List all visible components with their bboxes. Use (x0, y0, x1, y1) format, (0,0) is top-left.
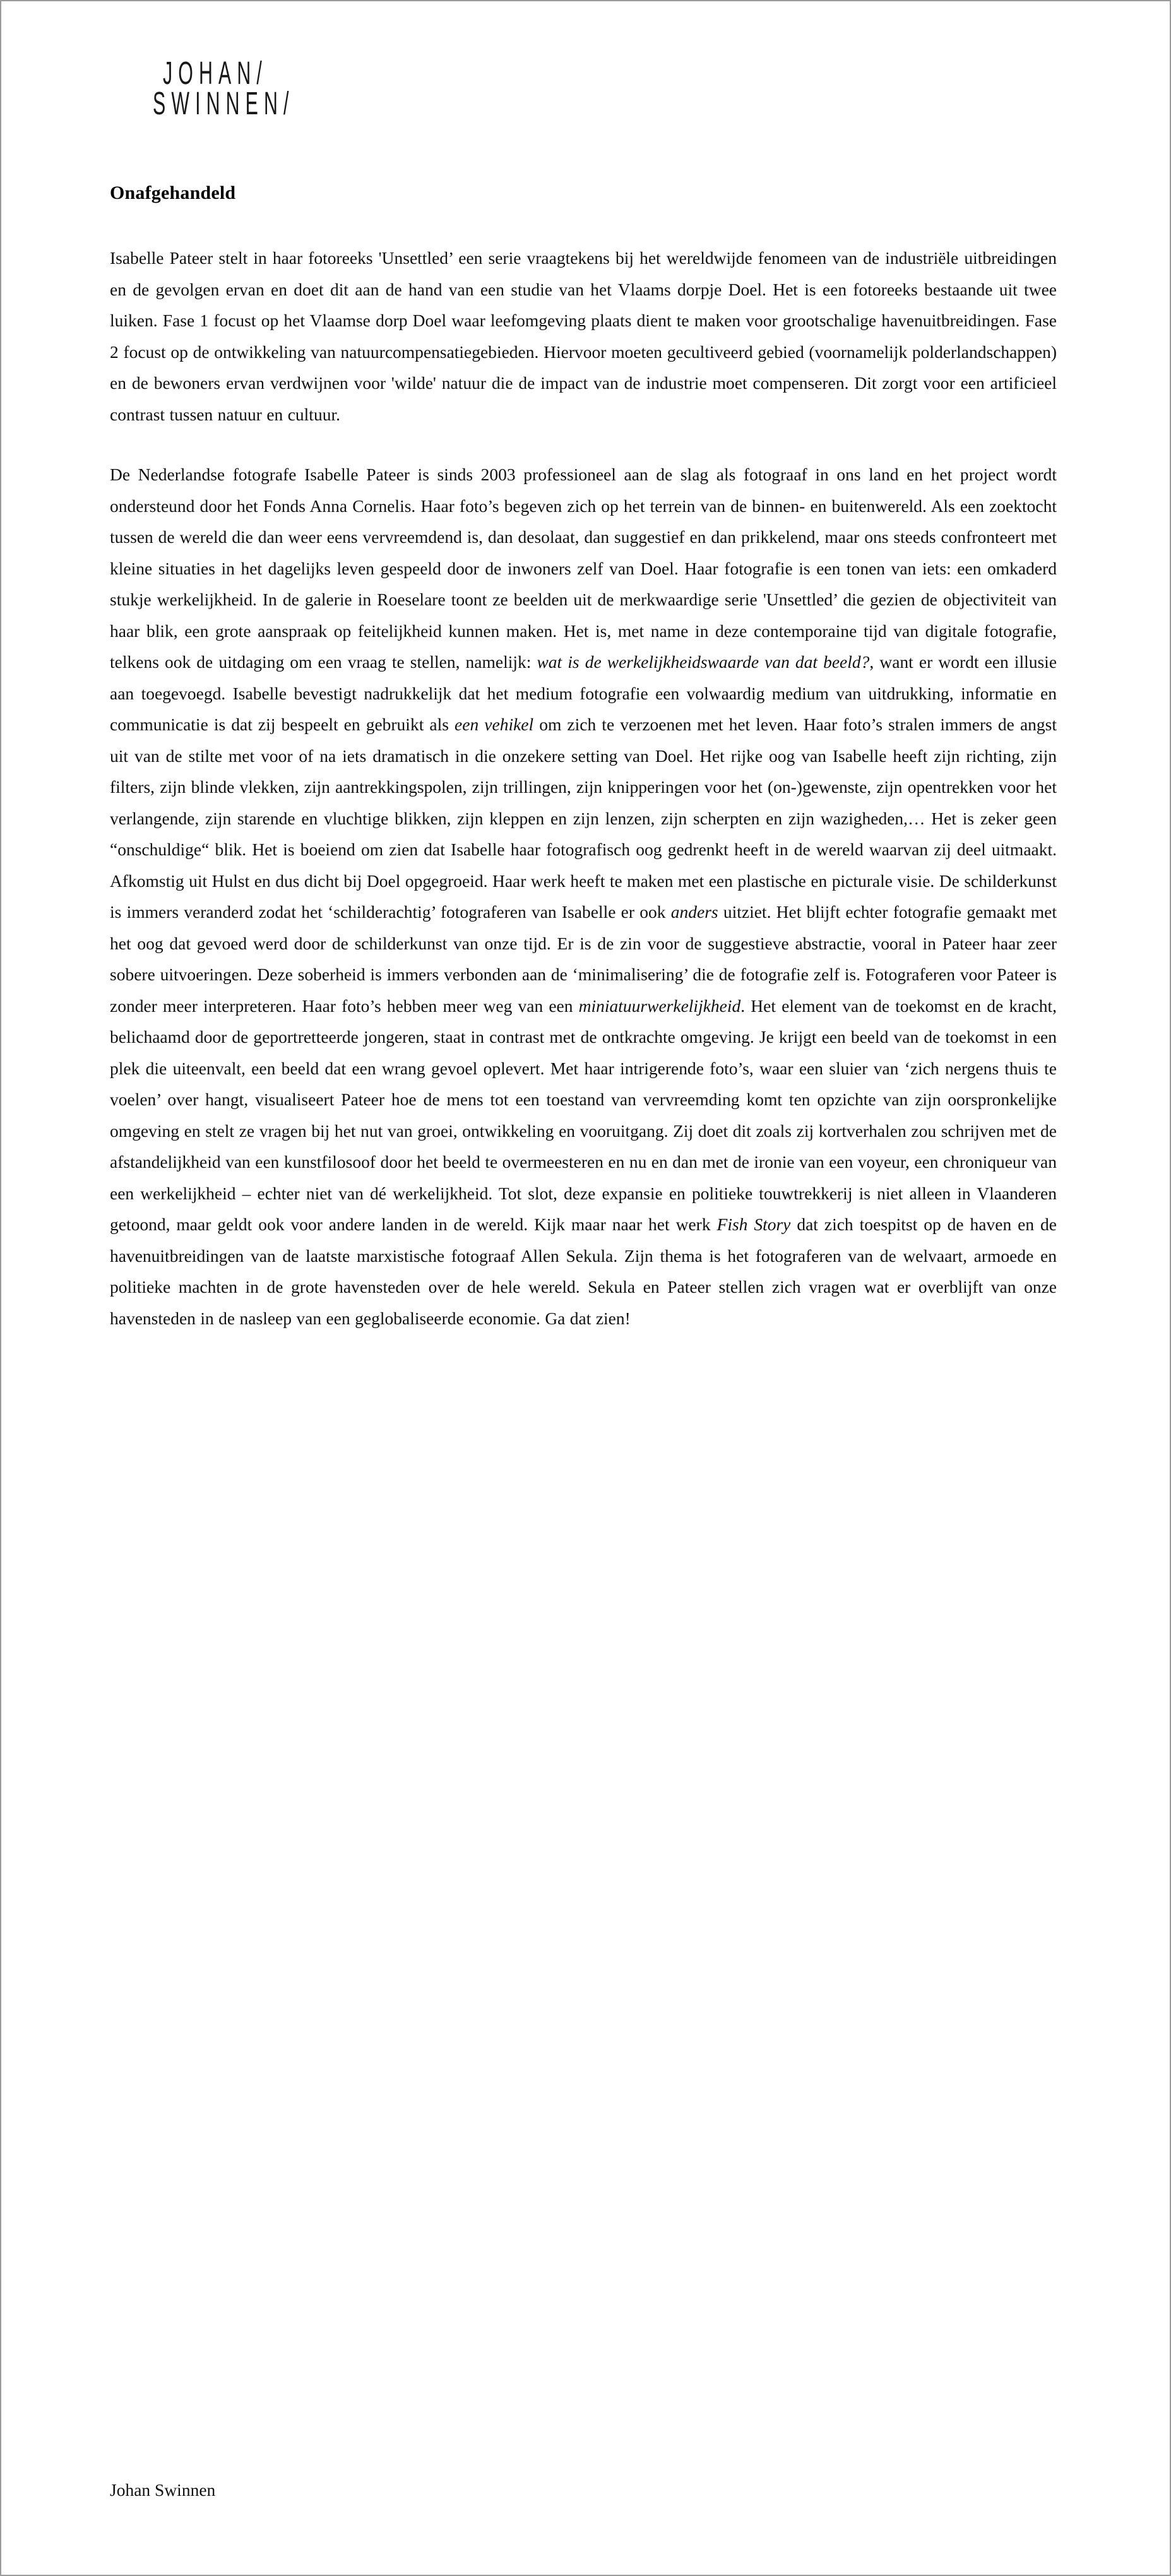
logo-line-swinnen: SWINNEN/ (153, 85, 295, 121)
emphasized-phrase: wat is de werkelijkheidswaarde van dat beeld? (537, 652, 870, 672)
johan-swinnen-logo[interactable] (153, 57, 304, 133)
text-run: De Nederlandse fotografe Isabelle Pateer is sinds 2003 professioneel aan de slag als fotograaf in ons land en het project wordt ondersteund door het Fonds Anna Cornelis. Haar foto’s begeven zich op het terrein van de binnen- en buitenwereld. Als een zoektocht tussen de wereld die dan weer eens vervreemdend is, dan desolaat, dan suggestief en dan prikkelend, maar ons steeds confronteert met kleine situaties in het dagelijks leven gespeeld door de inwoners zelf van Doel. Haar fotografie is een tonen van iets: een omkaderd stukje werkelijkheid. In de galerie in Roeselare toont ze beelden uit de merkwaardige serie 'Unsettled’ die gezien de objectiviteit van haar blik, een grote aanspraak op feitelijkheid kunnen maken. Het is, met name in deze contemporaine tijd van digitale fotografie, telkens ook de uitdaging om een vraag te stellen, namelijk: (110, 465, 1057, 672)
text-run: uitziet. Het blijft echter fotografie gemaakt met het oog dat gevoed werd door de schilderkunst van onze tijd. Er is de zin voor de suggestieve abstractie, vooral in Pateer haar zeer sobere uitvoeringen. Deze soberheid is immers verbonden aan de ‘minimalisering’ die de fotografie zelf is. Fotograferen voor Pateer is zonder meer interpreteren. Haar foto’s hebben meer weg van een (110, 902, 1057, 1016)
emphasized-phrase: miniatuurwerkelijkheid (578, 995, 741, 1016)
text-run: dat zich toespitst op de haven en de havenuitbreidingen van de laatste marxistische fotograaf Allen Sekula. Zijn thema is het fotograferen van de welvaart, armoede en politieke machten in de grote havensteden over de hele wereld. Sekula en Pateer stellen zich vragen wat er overblijft van onze havensteden in de nasleep van een geglobaliseerde economie. Ga dat zien! (110, 1214, 1057, 1328)
body-paragraph-1: Isabelle Pateer stelt in haar fotoreeks 'Unsettled’ een serie vraagtekens bij het wereldwijde fenomeen van de industriële uitbreidingen en de gevolgen ervan en doet dit aan de hand van een studie van het Vlaams dorpje Doel. Het is een fotoreeks bestaande uit twee luiken. Fase 1 focust op het Vlaamse dorp Doel waar leefomgeving plaats dient te maken voor grootschalige havenuitbreidingen. Fase 2 focust op de ontwikkeling van natuurcompensatiegebieden. Hiervoor moeten gecultiveerd gebied (voornamelijk polderlandschappen) en de bewoners ervan verdwijnen voor 'wilde' natuur die de impact van de industrie moet compenseren. Dit zorgt voor een artificieel contrast tussen natuur en cultuur. (110, 248, 1057, 424)
text-run: . Het element van de toekomst en de kracht, belichaamd door de geportretteerde jongeren, staat in contrast met de ontkrachte omgeving. Je krijgt een beeld van de toekomst in een plek die uiteenvalt, een beeld dat een wrang gevoel oplevert. Met haar intrigerende foto’s, waar een sluier van ‘zich nergens thuis te voelen’ over hangt, visualiseert Pateer hoe de mens tot een toestand van vervreemding komt ten opzichte van zijn oorspronkelijke omgeving en stelt ze vragen bij het nut van groei, ontwikkeling en vooruitgang. Zij doet dit zoals zij kortverhalen zou schrijven met de afstandelijkheid van een kunstfilosoof door het beeld te overmeesteren en nu en dan met de ironie van een voyeur, een chroniqueur van een werkelijkheid – echter niet van dé werkelijkheid. Tot slot, deze expansie en politieke touwtrekkerij is niet alleen in Vlaanderen getoond, maar geldt ook voor andere landen in de wereld. Kijk maar naar het werk (110, 995, 1057, 1234)
logo-line-johan: JOHAN/ (163, 55, 268, 91)
page-header (1, 1, 1170, 153)
text-run: , want er wordt een illusie aan toegevoegd. Isabelle bevestigt nadrukkelijk dat het medium fotografie een volwaardig medium van uitdrukking, informatie en communicatie is dat zij bespeelt en gebruikt als (110, 652, 1057, 734)
body-paragraph-2 (110, 459, 1057, 1334)
document-body (110, 182, 1057, 1334)
author-signature: Johan Swinnen (110, 2480, 216, 2500)
emphasized-phrase: een vehikel (455, 715, 534, 734)
text-run: om zich te verzoenen met het leven. Haar foto’s stralen immers de angst uit van de stilte met voor of na iets dramatisch in die onzekere setting van Doel. Het rijke oog van Isabelle heeft zijn richting, zijn filters, zijn blinde vlekken, zijn aantrekkingspolen, zijn trillingen, zijn knipperingen voor het (on-)gewenste, zijn opentrekken voor het verlangende, zijn starende en vluchtige blikken, zijn kleppen en zijn lenzen, zijn scherpten en zijn wazigheden,… Het is zeker geen “onschuldige“ blik. Het is boeiend om zien dat Isabelle haar fotografisch oog gedrenkt heeft in de wereld waarvan zij deel uitmaakt. Afkomstig uit Hulst en dus dicht bij Doel opgegroeid. Haar werk heeft te maken met een plastische en picturale visie. De schilderkunst is immers veranderd zodat het ‘schilderachtig’ fotograferen van Isabelle er ook (110, 715, 1057, 922)
emphasized-phrase: anders (670, 902, 718, 922)
emphasized-phrase: Fish Story (716, 1214, 791, 1234)
page-title: Onafgehandeld (110, 182, 236, 203)
